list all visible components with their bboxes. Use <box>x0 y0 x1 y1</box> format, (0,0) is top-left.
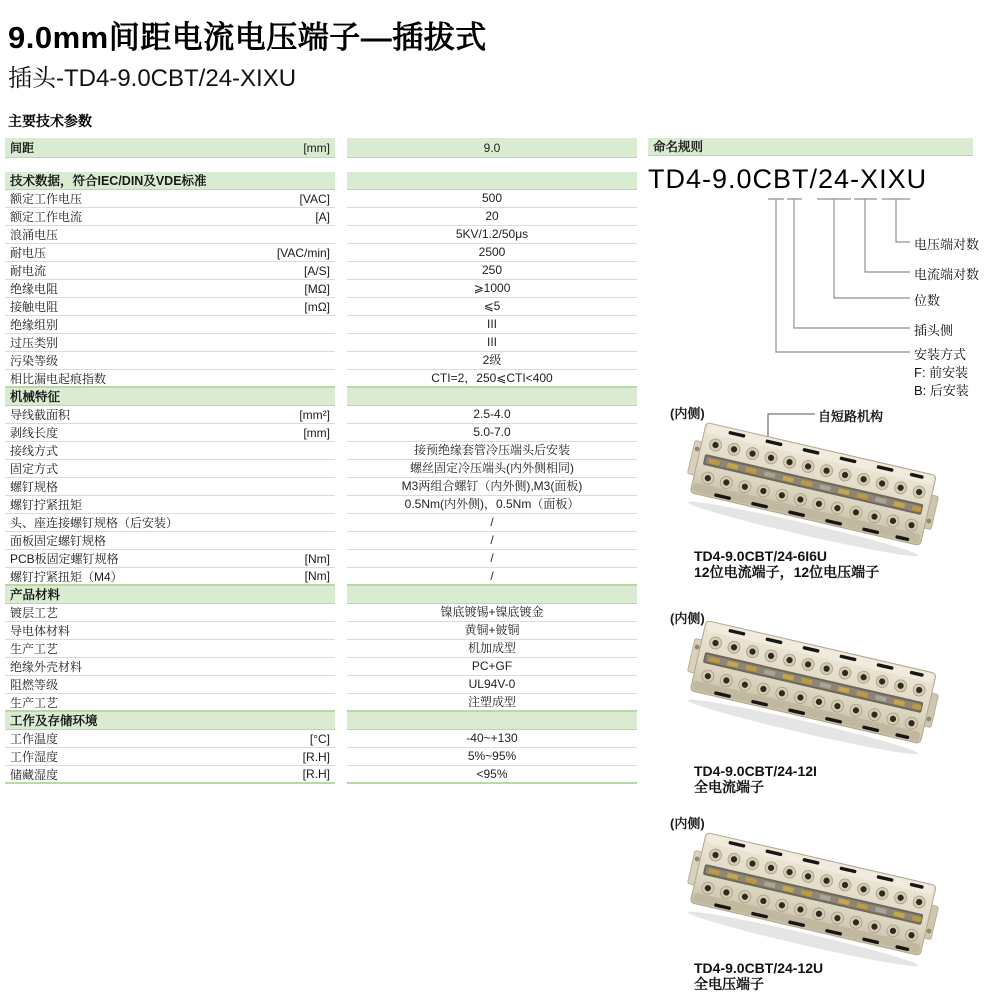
product-desc: 12位电流端子，12位电压端子 <box>694 564 880 580</box>
spec-label: 污染等级 <box>10 354 59 368</box>
spec-row-left <box>5 478 335 496</box>
spec-row <box>5 352 637 370</box>
page-subtitle: 插头-TD4-9.0CBT/24-XIXU <box>8 65 297 92</box>
spec-label: 接触电阻 <box>10 300 59 314</box>
spec-row-left <box>5 406 335 424</box>
spec-label: 浪涌电压 <box>10 228 59 242</box>
spec-unit: [Nm] <box>304 551 330 566</box>
spec-section-gap <box>5 158 637 172</box>
spec-label: 额定工作电流 <box>10 210 83 224</box>
spec-row-left <box>5 190 335 208</box>
spec-value: 2500 <box>347 244 637 262</box>
spec-label: 阻燃等级 <box>10 678 59 692</box>
connector-photo-12u <box>688 830 938 980</box>
spec-value: 5%~95% <box>347 748 637 766</box>
spec-row-left <box>5 622 335 640</box>
spec-row <box>5 532 637 550</box>
spec-value: 螺丝固定冷压端头(内外侧相同) <box>347 460 637 478</box>
spec-row-left <box>5 604 335 622</box>
spec-value: III <box>347 334 637 352</box>
spec-value: PC+GF <box>347 658 637 676</box>
spec-row <box>5 262 637 280</box>
spec-row <box>5 138 637 158</box>
spec-row <box>5 280 637 298</box>
inner-side-label: (内侧) <box>670 611 705 626</box>
spec-value: III <box>347 316 637 334</box>
spec-row <box>5 316 637 334</box>
naming-label-mounting: 安装方式 <box>914 347 967 362</box>
spec-value: M3两组合螺钉（内外侧),M3(面板) <box>347 478 637 496</box>
spec-row-left <box>5 568 335 586</box>
spec-label: 螺钉拧紧扭矩（M4） <box>10 569 123 584</box>
spec-row <box>5 640 637 658</box>
page-title: 9.0mm间距电流电压端子—插拔式 <box>8 20 487 55</box>
naming-label-mounting-front: F: 前安装 <box>914 365 969 380</box>
spec-row <box>5 226 637 244</box>
spec-label: 间距 <box>10 141 35 155</box>
spec-label: 过压类别 <box>10 336 59 350</box>
spec-unit: [VAC/min] <box>276 245 330 260</box>
spec-section-header-value-band <box>347 388 637 406</box>
spec-value: 镍底镀锡+镍底镀金 <box>347 604 637 622</box>
spec-section-header-value-band <box>347 712 637 730</box>
spec-value: 机加成型 <box>347 640 637 658</box>
spec-value: <95% <box>347 766 637 784</box>
spec-table <box>5 138 637 784</box>
spec-label: 螺钉拧紧扭矩 <box>10 498 83 512</box>
self-shorting-callout-label: 自短路机构 <box>818 409 884 424</box>
spec-value: 2级 <box>347 352 637 370</box>
spec-row-left <box>5 532 335 550</box>
spec-value: 9.0 <box>347 138 637 158</box>
spec-row <box>5 460 637 478</box>
spec-label: 绝缘电阻 <box>10 282 59 296</box>
spec-section-title: 机械特征 <box>5 388 335 406</box>
product-desc: 全电压端子 <box>694 976 764 992</box>
spec-unit: [mm] <box>303 425 330 440</box>
naming-label-current-pairs: 电流端对数 <box>914 267 980 282</box>
spec-row-left <box>5 138 335 158</box>
spec-row-left <box>5 730 335 748</box>
spec-row-left <box>5 496 335 514</box>
spec-unit: [mm²] <box>299 407 330 422</box>
spec-section-header <box>5 388 637 406</box>
spec-label: 储藏湿度 <box>10 767 59 782</box>
spec-row-left <box>5 694 335 712</box>
spec-label: 头、座连接螺钉规格（后安装） <box>10 516 179 530</box>
spec-value: 2.5-4.0 <box>347 406 637 424</box>
product-block-12i <box>648 600 1000 800</box>
spec-row-left <box>5 262 335 280</box>
spec-row <box>5 478 637 496</box>
naming-rule-panel <box>648 138 1000 413</box>
spec-row-left <box>5 316 335 334</box>
spec-row-left <box>5 352 335 370</box>
spec-section-title: 技术数据，符合IEC/DIN及VDE标准 <box>5 172 335 190</box>
spec-section-title: 产品材料 <box>5 586 335 604</box>
product-caption <box>694 763 817 795</box>
spec-label: 绝缘外壳材料 <box>10 660 83 674</box>
spec-label: 耐电流 <box>10 264 47 278</box>
spec-value: 500 <box>347 190 637 208</box>
spec-row <box>5 694 637 712</box>
spec-row-left <box>5 748 335 766</box>
spec-row <box>5 658 637 676</box>
spec-row <box>5 514 637 532</box>
spec-value: 黄铜+铍铜 <box>347 622 637 640</box>
spec-value: CTI=2，250⩽CTI<400 <box>347 370 637 388</box>
spec-label: 生产工艺 <box>10 642 59 656</box>
spec-row-left <box>5 424 335 442</box>
spec-unit: [MΩ] <box>304 281 330 296</box>
product-model: TD4-9.0CBT/24-6I6U <box>694 548 828 564</box>
spec-section-header-value-band <box>347 586 637 604</box>
naming-label-voltage-pairs: 电压端对数 <box>914 237 980 252</box>
spec-label: 工作湿度 <box>10 750 59 764</box>
spec-value: 0.5Nm(内外侧)，0.5Nm（面板） <box>347 496 637 514</box>
spec-row <box>5 568 637 586</box>
spec-row <box>5 190 637 208</box>
naming-model-code: TD4-9.0CBT/24-XIXU <box>648 164 928 194</box>
spec-row-left <box>5 766 335 784</box>
spec-row-left <box>5 442 335 460</box>
spec-row-left <box>5 550 335 568</box>
spec-label: 绝缘组别 <box>10 318 59 332</box>
inner-side-label: (内侧) <box>670 816 705 831</box>
naming-rule-header: 命名规则 <box>648 138 973 156</box>
spec-value: UL94V-0 <box>347 676 637 694</box>
spec-section-header <box>5 586 637 604</box>
product-block-12u <box>648 805 1000 1000</box>
inner-side-label: (内侧) <box>670 406 705 421</box>
product-model: TD4-9.0CBT/24-12U <box>694 960 824 976</box>
spec-unit: [R.H] <box>302 749 330 764</box>
spec-value: / <box>347 550 637 568</box>
naming-label-plug-side: 插头侧 <box>914 323 954 338</box>
spec-row-left <box>5 658 335 676</box>
spec-row <box>5 676 637 694</box>
spec-row <box>5 730 637 748</box>
spec-row <box>5 406 637 424</box>
spec-value: 注塑成型 <box>347 694 637 712</box>
spec-row-left <box>5 676 335 694</box>
product-caption <box>694 960 823 992</box>
spec-value: / <box>347 532 637 550</box>
spec-value: 5KV/1.2/50μs <box>347 226 637 244</box>
spec-row-left <box>5 298 335 316</box>
spec-row <box>5 622 637 640</box>
spec-unit: [mm] <box>303 140 330 155</box>
spec-label: 螺钉规格 <box>10 480 59 494</box>
spec-row <box>5 370 637 388</box>
spec-section-header-value-band <box>347 172 637 190</box>
spec-unit: [Nm] <box>304 569 330 583</box>
spec-section-title: 工作及存储环境 <box>5 712 335 730</box>
spec-row-left <box>5 334 335 352</box>
spec-label: 导线截面积 <box>10 408 71 422</box>
spec-row-left <box>5 244 335 262</box>
spec-row <box>5 442 637 460</box>
spec-row-left <box>5 514 335 532</box>
spec-value: 5.0-7.0 <box>347 424 637 442</box>
spec-value: ⩽5 <box>347 298 637 316</box>
connector-photo-12i <box>688 618 938 768</box>
spec-row <box>5 550 637 568</box>
spec-label: 固定方式 <box>10 462 59 476</box>
spec-unit: [A] <box>315 209 330 224</box>
spec-row <box>5 244 637 262</box>
spec-label: 导电体材料 <box>10 624 71 638</box>
spec-value: / <box>347 568 637 586</box>
spec-row <box>5 424 637 442</box>
spec-row <box>5 604 637 622</box>
spec-row-left <box>5 640 335 658</box>
spec-label: 相比漏电起痕指数 <box>10 371 107 386</box>
spec-row-left <box>5 370 335 388</box>
spec-row-left <box>5 226 335 244</box>
spec-row-left <box>5 460 335 478</box>
naming-label-mounting-rear: B: 后安装 <box>914 383 969 398</box>
spec-row-left <box>5 280 335 298</box>
naming-label-positions: 位数 <box>914 293 941 308</box>
spec-label: 剥线长度 <box>10 426 59 440</box>
spec-label: PCB板固定螺钉规格 <box>10 552 119 566</box>
spec-unit: [VAC] <box>299 191 330 206</box>
spec-row <box>5 496 637 514</box>
main-parameters-label: 主要技术参数 <box>8 113 92 129</box>
spec-label: 面板固定螺钉规格 <box>10 534 107 548</box>
spec-unit: [°C] <box>309 731 330 746</box>
spec-value: / <box>347 514 637 532</box>
spec-unit: [mΩ] <box>304 299 330 314</box>
product-model: TD4-9.0CBT/24-12I <box>694 763 817 779</box>
spec-value: ⩾1000 <box>347 280 637 298</box>
spec-value: -40~+130 <box>347 730 637 748</box>
product-desc: 全电流端子 <box>694 779 764 795</box>
spec-row <box>5 748 637 766</box>
spec-label: 接线方式 <box>10 444 59 458</box>
spec-label: 额定工作电压 <box>10 192 83 206</box>
spec-section-header <box>5 712 637 730</box>
spec-unit: [A/S] <box>303 263 330 278</box>
spec-label: 工作温度 <box>10 732 59 746</box>
spec-label: 耐电压 <box>10 246 47 260</box>
spec-row <box>5 208 637 226</box>
spec-row <box>5 334 637 352</box>
spec-row <box>5 298 637 316</box>
spec-label: 镀层工艺 <box>10 606 59 620</box>
spec-row-left <box>5 208 335 226</box>
product-caption <box>694 548 879 580</box>
spec-row <box>5 766 637 784</box>
product-block-6i6u <box>648 395 1000 595</box>
spec-label: 生产工艺 <box>10 695 59 710</box>
spec-value: 接预绝缘套管冷压端头后安装 <box>347 442 637 460</box>
spec-value: 250 <box>347 262 637 280</box>
spec-value: 20 <box>347 208 637 226</box>
spec-unit: [R.H] <box>302 767 330 781</box>
spec-section-header <box>5 172 637 190</box>
